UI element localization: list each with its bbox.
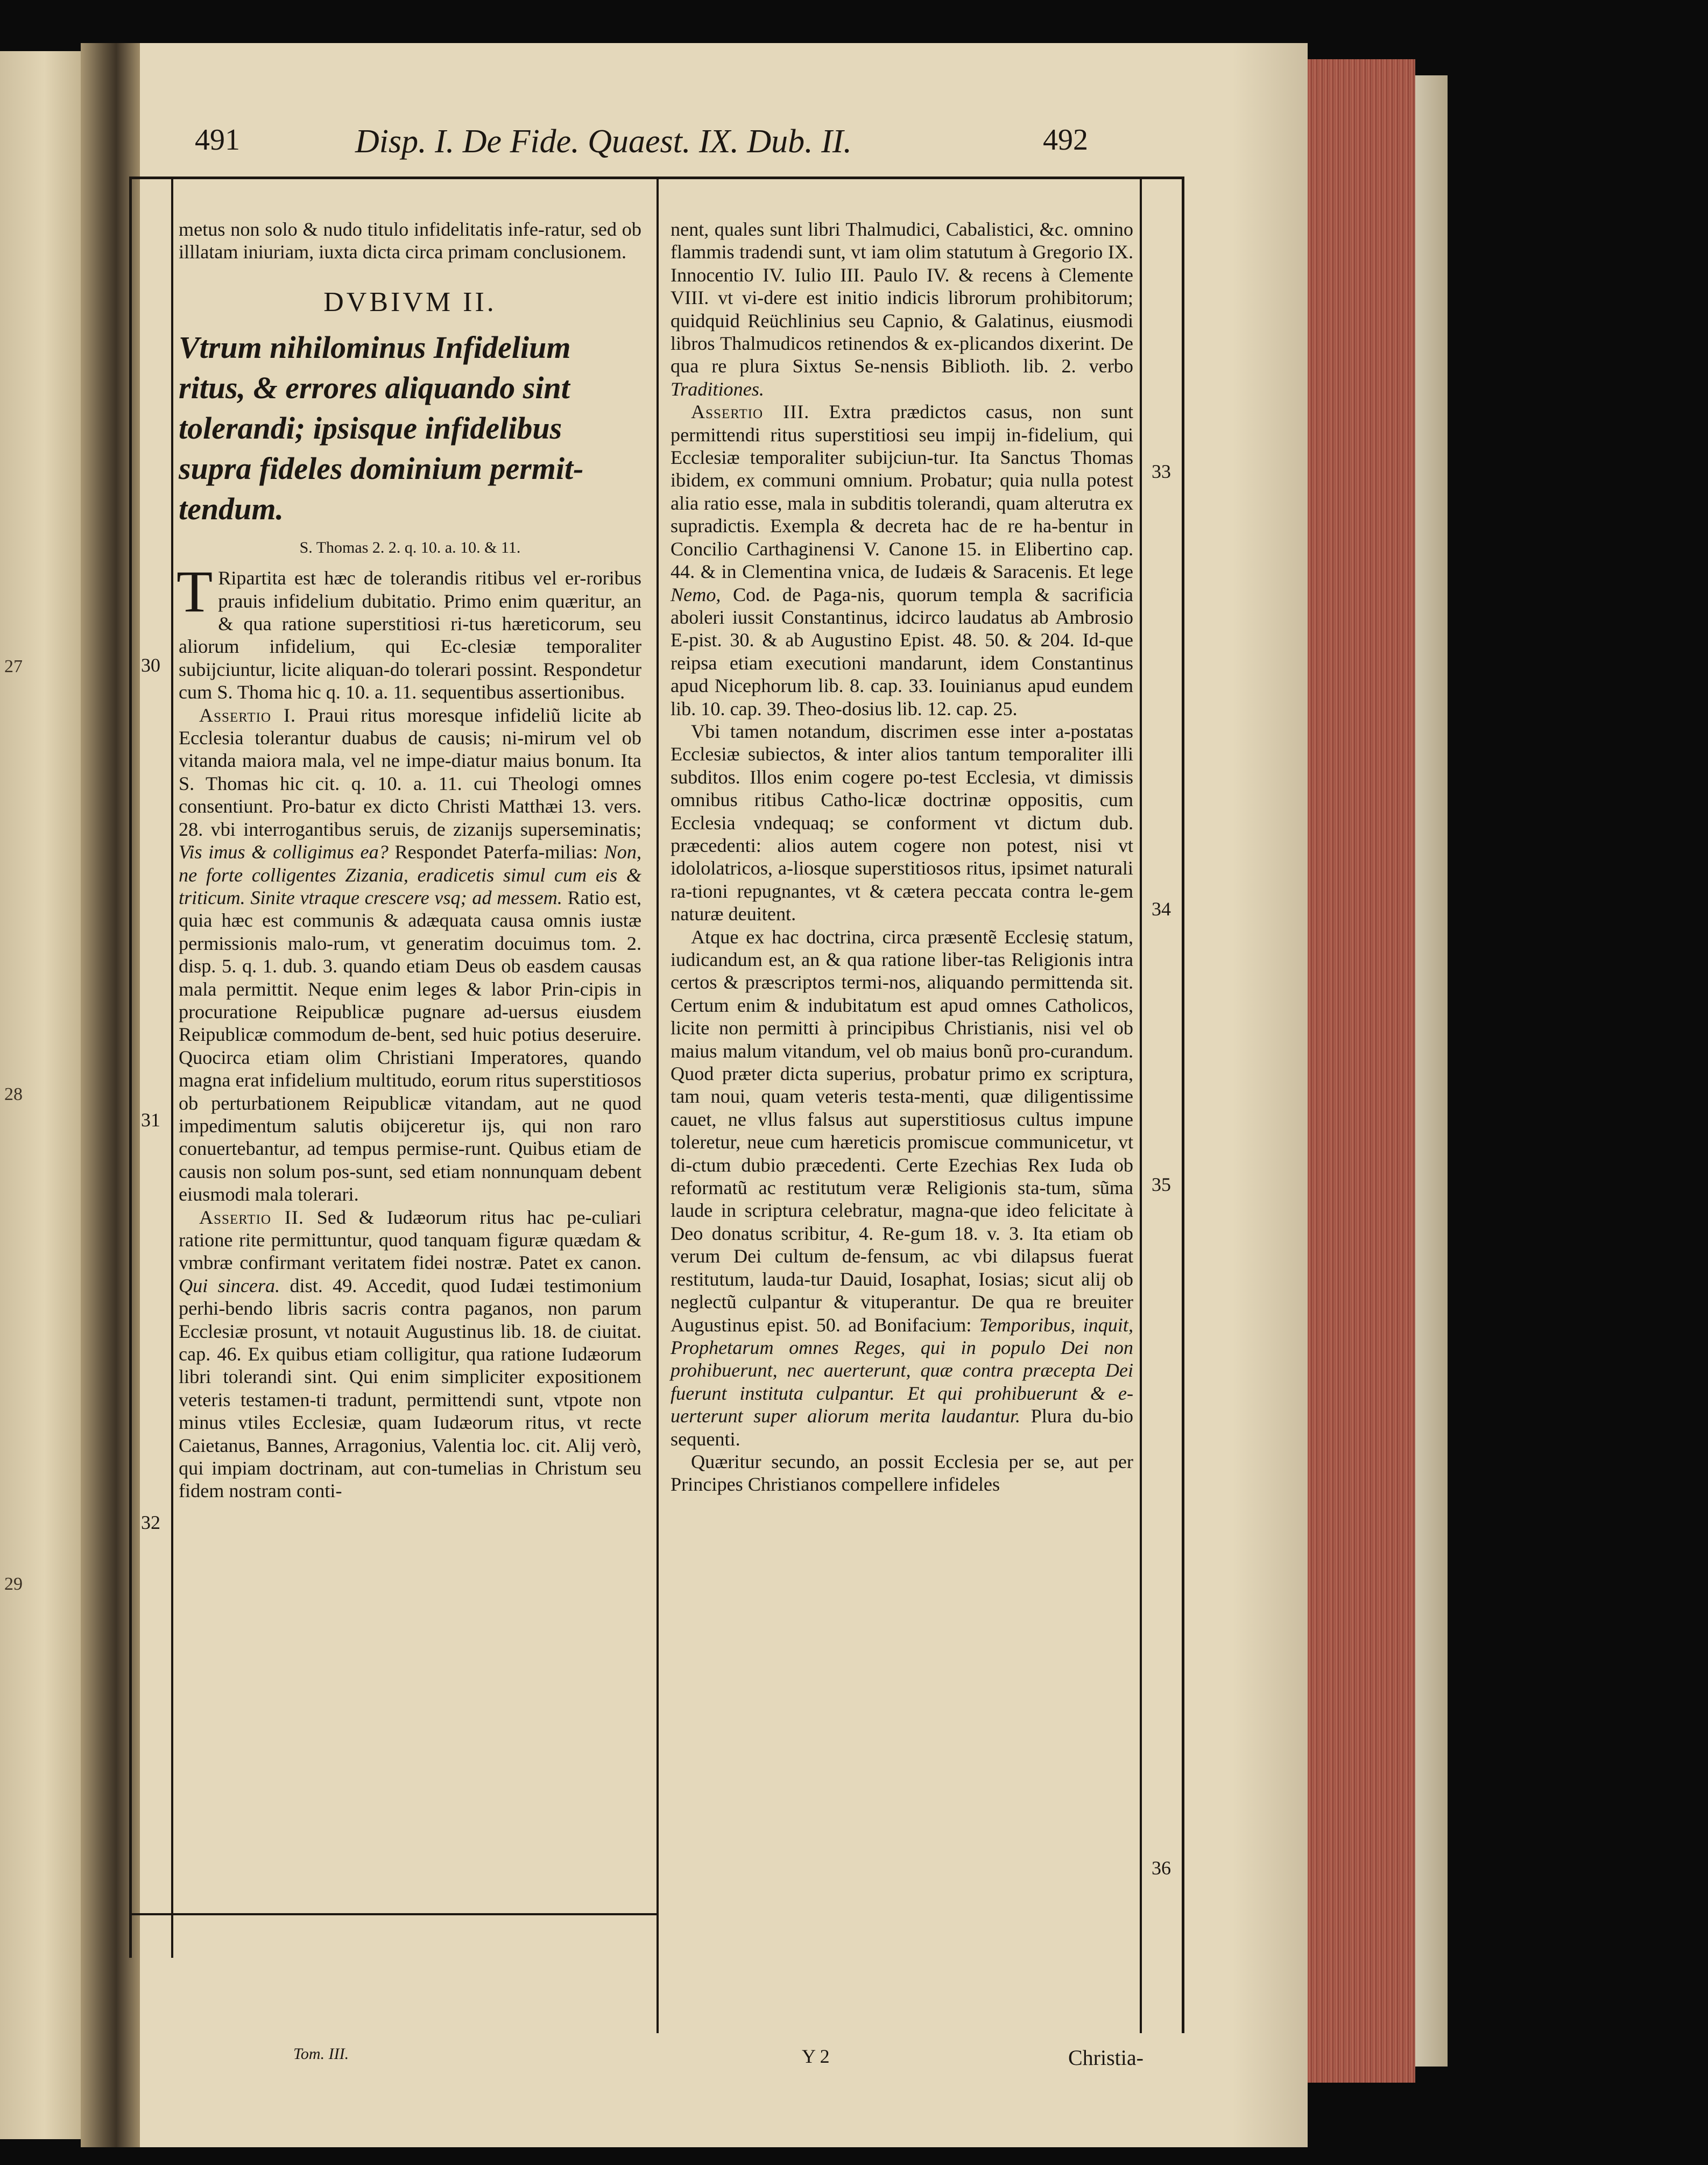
- right-column: [671, 218, 1133, 1496]
- signature-mark: Y 2: [802, 2046, 830, 2067]
- assertio-label: Assertio III.: [691, 401, 810, 423]
- page-number-right: 492: [1043, 123, 1088, 157]
- dubium-heading: DVBIVM II.: [323, 286, 497, 318]
- paragraph-assertio-1: Assertio I. Praui ritus moresque infideliũ licite ab Ecclesia tolerantur duabus de causis; ni-mirum vel ob vitanda maiora mala, vel ne impe-diatur maius bonum. Ita S. Thomas hic cit. q. 10. a. 11. cui Theologi omnes consentiunt. Pro-batur ex dicto Christi Matthæi 13. vers. 28. vbi interrogantibus seruis, de zizanijs superseminatis; Vis imus & colligimus ea? Respondet Paterfa-milias: Non, ne forte colligentes Zizania, eradicetis simul cum eis & triticum. Sinite vtraque crescere vsq; ad messem. Ratio est, quia hæc est communis & adæquata causa omnis iustæ permissionis malo-rum, vt generatim docuimus tom. 2. disp. 5. q. 1. dub. 3. quando etiam Deus ob easdem causas mala permittit. Neque enim leges & labor Prin-cipis in procuratione Reipublicæ pugnare ad-uersus eiusdem Reipublicæ commodum de-bent, sed huic potius deseruire. Quocirca etiam olim Christiani Imperatores, quando magna erat infidelium multitudo, eorum ritus superstitiosos ob perturbationem Reipublicæ vitandam, aut ne quod impedimentum salutis obijceretur ijs, qui non raro conuertebantur, ad tempus permise-runt. Quibus etiam de causis non solum pos-sunt, sed etiam nonnunquam debent eiusmodi mala tolerari.: [179, 704, 642, 1205]
- margin-number: 33: [1152, 461, 1171, 482]
- running-title: Disp. I. De Fide. Quaest. IX. Dub. II.: [355, 123, 852, 160]
- footer-rule: [129, 1913, 657, 1915]
- margin-number: 35: [1152, 1174, 1171, 1195]
- margin-number: 32: [141, 1512, 160, 1533]
- column-divider-rule: [657, 177, 659, 2033]
- facing-page-fragment: 29: [4, 1574, 23, 1594]
- volume-note: Tom. III.: [293, 2045, 349, 2063]
- outer-frame-rule-right: [1182, 177, 1184, 2033]
- book-cover-edge: [1415, 75, 1448, 2067]
- inner-frame-rule-right: [1140, 177, 1142, 2033]
- paragraph-assertio-3: Assertio III. Extra prædictos casus, non sunt permittendi ritus superstitiosi seu impij in-fidelium, qui Ecclesiæ temporaliter subijciun-tur. Ita Sanctus Thomas ibidem, ex communi omnium. Probatur; quia nulla potest alia ratio esse, mala in subditis tolerandi, quam alterutra ex supradictis. Exempla & decreta hac de re ha-bentur in Concilio Carthaginensi V. Canone 15. in Elibertino cap. 44. & in Clementina vnica, de Iudæis & Saracenis. Et lege Nemo, Cod. de Paga-nis, quorum templa & sacrificia aboleri iussit Constantinus, idcirco laudatus ab Ambrosio E-pist. 30. & ab Augustino Epist. 48. 50. & 204. Id-que reipsa etiam executioni mandarunt, idem Constantinus apud Nicephorum lib. 8. cap. 33. Iouinianus apud eundem lib. 10. cap. 39. Theo-dosius lib. 12. cap. 25.: [671, 401, 1133, 720]
- facing-page-edge: [0, 51, 81, 2139]
- reference-line: S. Thomas 2. 2. q. 10. a. 10. & 11.: [299, 538, 521, 556]
- intro-paragraph: metus non solo & nudo titulo infidelitatis infe-ratur, sed ob illlatam iniuriam, iuxta dicta circa primam conclusionem.: [179, 218, 641, 263]
- paragraph-assertio-2: Assertio II. Sed & Iudæorum ritus hac pe-culiari ratione rite permittuntur, quod tanquam figuræ quædam & vmbræ confirmant veritatem fidei nostræ. Patet ex canon. Qui sincera. dist. 49. Accedit, quod Iudæi testimonium perhi-bendo libris sacris contra paganos, non parum Ecclesiæ prosunt, vt notauit Augustinus lib. 18. de ciuitat. cap. 46. Ex quibus etiam colligitur, qua ratione Iudæorum libri tolerandi sint. Qui enim simpliciter expositionem veteris testamen-ti tradunt, permittendi sunt, vtpote non minus vtiles Ecclesiæ, quam Iudæorum ritus, vt recte Caietanus, Bannes, Arragonius, Valentia loc. cit. Alij verò, qui impiam doctrinam, aut con-tumelias in Christum seu fidem nostram conti-: [179, 1206, 642, 1502]
- margin-number: 36: [1152, 1857, 1171, 1879]
- paragraph-vbi: Vbi tamen notandum, discrimen esse inter a-postatas Ecclesiæ subiectos, & inter alios tantum temporaliter illi subditos. Illos enim cogere po-test Ecclesia, vt dimissis omnibus ritibus Catho-licæ doctrinæ oppositis, cum Ecclesia vndequaq; se conforment vt dictum dub. præcedenti: alios autem cogere non potest, nisi vt idololatricos, a-liosque superstitiosos ritus, ipsimet naturali ra-tioni repugnantes, vt & cætera peccata contra le-gem naturæ deuitent.: [671, 720, 1133, 925]
- paragraph-quaeritur: Quæritur secundo, an possit Ecclesia per se, aut per Principes Christianos compellere infideles: [671, 1450, 1133, 1496]
- paragraph-continuation: nent, quales sunt libri Thalmudici, Cabalistici, &c. omnino flammis tradendi sunt, vt iam olim statutum à Gregorio IX. Innocentio IV. Iulio III. Paulo IV. & recens à Clemente VIII. vt vi-dere est initio indicis librorum prohibitorum; quidquid Reüchlinius seu Capnio, & Galatinus, eiusmodi libros Thalmudicos retinendos & ex-plicandos dixerint. De qua re plura Sixtus Se-nensis Biblioth. lib. 2. verbo Traditiones.: [671, 218, 1133, 400]
- facing-page-fragment: 28: [4, 1084, 23, 1104]
- facing-page-fragment: 27: [4, 657, 23, 676]
- page-number-left: 491: [195, 123, 240, 157]
- outer-frame-rule-left: [129, 177, 132, 1958]
- paragraph-atque: Atque ex hac doctrina, circa præsentẽ Ecclesię statum, iudicandum est, an & qua ratione liber-tas Religionis intra certos & præscriptos termi-nos, aliquando permittenda sit. Certum enim & indubitatum est apud omnes Catholicos, licite non permitti à principibus Christianis, nisi vel ob maius malum vitandum, vel ob maius bonũ pro-curandum. Quod præter dicta superius, probatur primo ex scriptura, tam noui, quam veteris testa-menti, quæ diligentissime cauet, ne vllus falsus aut superstitiosus cultus impune toleretur, neue cum hæreticis promiscue communicetur, vt di-ctum dubio præcedenti. Certe Ezechias Rex Iuda ob reformatũ ac restitutum veræ Religionis sta-tum, sũma laude in scriptura celebratur, magna-que ideo felicitate à Deo donatus scribitur, 4. Re-gum 18. v. 3. Ita etiam ob verum Dei cultum de-fensum, ac vbi dilapsus fuerat restitutum, lauda-tur Dauid, Iosaphat, Iosias; sicut alij ob neglectũ culpantur & vituperantur. De qua re breuiter Augustinus epist. 50. ad Bonifacium: Temporibus, inquit, Prophetarum omnes Reges, qui in populo Dei non prohibuerunt, nec auerterunt, quæ contra præcepta Dei fuerunt instituta culpantur. Et qui prohibuerunt & e-uerterunt super aliorum merita laudantur. Plura du-bio sequenti.: [671, 926, 1134, 1450]
- margin-number: 30: [141, 654, 160, 676]
- question-title: Vtrum nihilominus Infidelium ritus, & errores aliquando sint tolerandi; ipsisque infidelibus supra fideles dominium permit-tendum.: [179, 329, 584, 526]
- margin-number: 34: [1152, 898, 1171, 920]
- left-column: [179, 218, 641, 1503]
- assertio-label: Assertio I.: [199, 704, 297, 726]
- page-fore-edge: [1308, 59, 1415, 2083]
- inner-frame-rule-left: [171, 177, 173, 1958]
- paragraph-tripartita: T Ripartita est hæc de tolerandis ritibus vel er-roribus prauis infidelium dubitatio. Primo enim quæritur, an & qua ratione superstitiosi ri-tus hæreticorum, seu aliorum infidelium, qui Ec-clesiæ temporaliter subijciuntur, licite aliquan-do tolerari possint. Respondetur cum S. Thoma hic q. 10. a. 11. sequentibus assertionibus.: [177, 559, 641, 703]
- margin-number: 31: [141, 1109, 160, 1131]
- assertio-label: Assertio II.: [199, 1206, 304, 1228]
- drop-cap: T: [177, 559, 213, 625]
- catchword: Christia-: [1068, 2046, 1144, 2070]
